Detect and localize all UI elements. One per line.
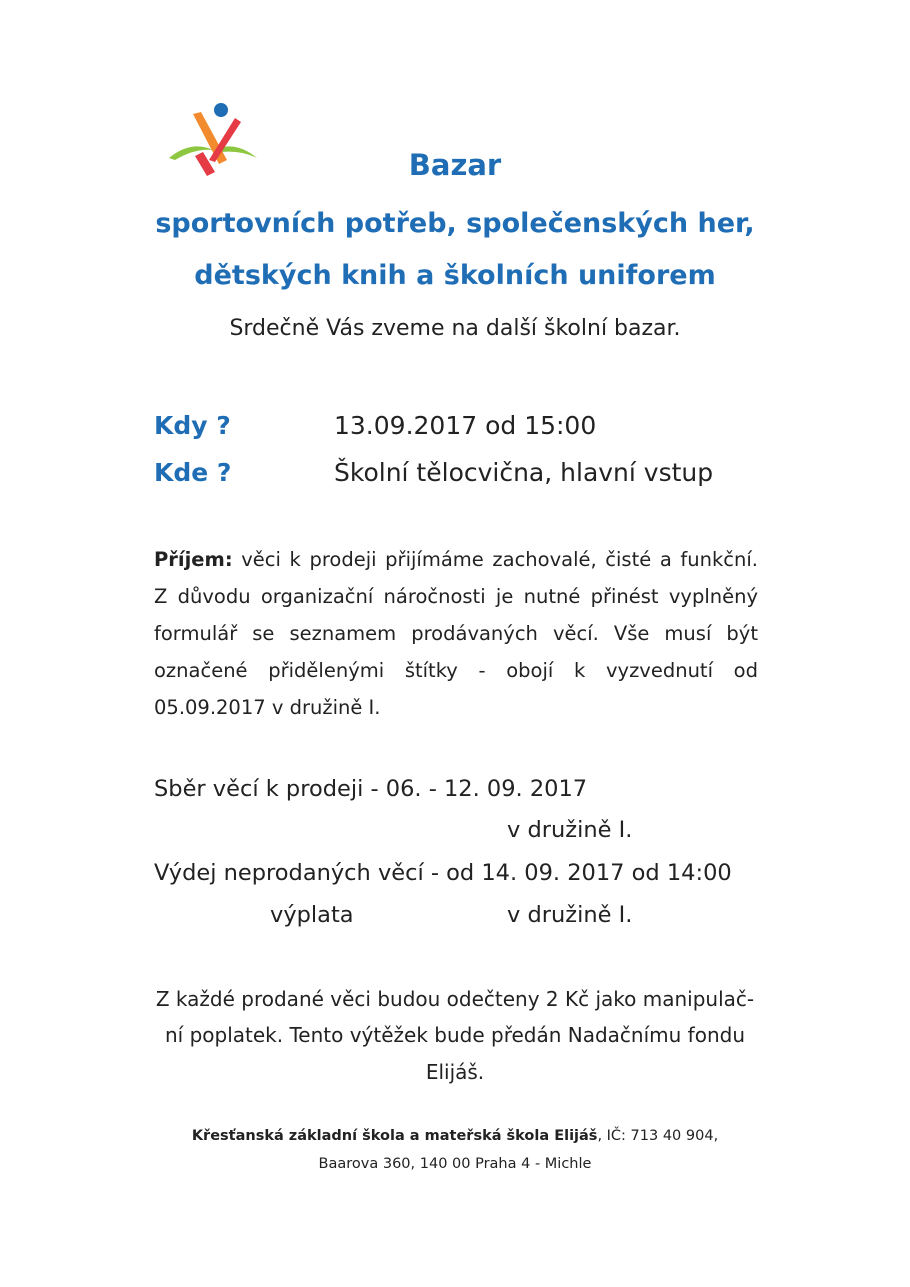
- intake-line-2: Z důvodu organizační náročnosti je nutné přinést vyplněný: [154, 585, 758, 608]
- collection-schedule: Sběr věcí k prodeji - 06. - 12. 09. 2017: [154, 776, 588, 802]
- fee-line-1: Z každé prodané věci budou odečteny 2 Kč jako manipulač-: [155, 987, 755, 1011]
- where-label: Kde ?: [154, 458, 232, 487]
- footer-school-name: Křesťanská základní škola a mateřská škola Elijáš: [191, 1128, 598, 1144]
- page-title: Bazar: [408, 148, 502, 182]
- subtitle-line-2: dětských knih a školních uniforem: [194, 260, 716, 291]
- where-value: Školní tělocvična, hlavní vstup: [334, 458, 714, 487]
- fee-line-2: ní poplatek. Tento výtěžek bude předán Nadačnímu fondu: [165, 1023, 745, 1047]
- when-label: Kdy ?: [154, 411, 231, 440]
- fee-line-3: Elijáš.: [425, 1060, 485, 1084]
- collection-place: v družině I.: [507, 817, 633, 843]
- intake-label: Příjem:: [154, 548, 233, 571]
- invitation-text: Srdečně Vás zveme na další školní bazar.: [229, 316, 681, 341]
- when-value: 13.09.2017 od 15:00: [334, 411, 597, 440]
- intake-line-3: formulář se seznamem prodávaných věcí. Vše musí být: [154, 622, 758, 645]
- intake-line-4: označené přidělenými štítky - obojí k vyzvednutí od: [154, 659, 758, 682]
- intake-line-5: 05.09.2017 v družině I.: [154, 696, 381, 719]
- subtitle-line-1: sportovních potřeb, společenských her,: [155, 208, 755, 239]
- intake-paragraph-line: [154, 548, 758, 572]
- footer-ico: , IČ: 713 40 904,: [597, 1128, 719, 1144]
- footer-school-line: [0, 1128, 910, 1144]
- intake-line-1: věci k prodeji přijímáme zachovalé, čisté a funkční.: [232, 548, 758, 571]
- return-schedule: Výdej neprodaných věcí - od 14. 09. 2017 od 14:00: [154, 860, 732, 886]
- payout-place: v družině I.: [507, 902, 633, 928]
- footer-address: Baarova 360, 140 00 Praha 4 - Michle: [318, 1156, 592, 1172]
- payout-label: výplata: [270, 902, 354, 928]
